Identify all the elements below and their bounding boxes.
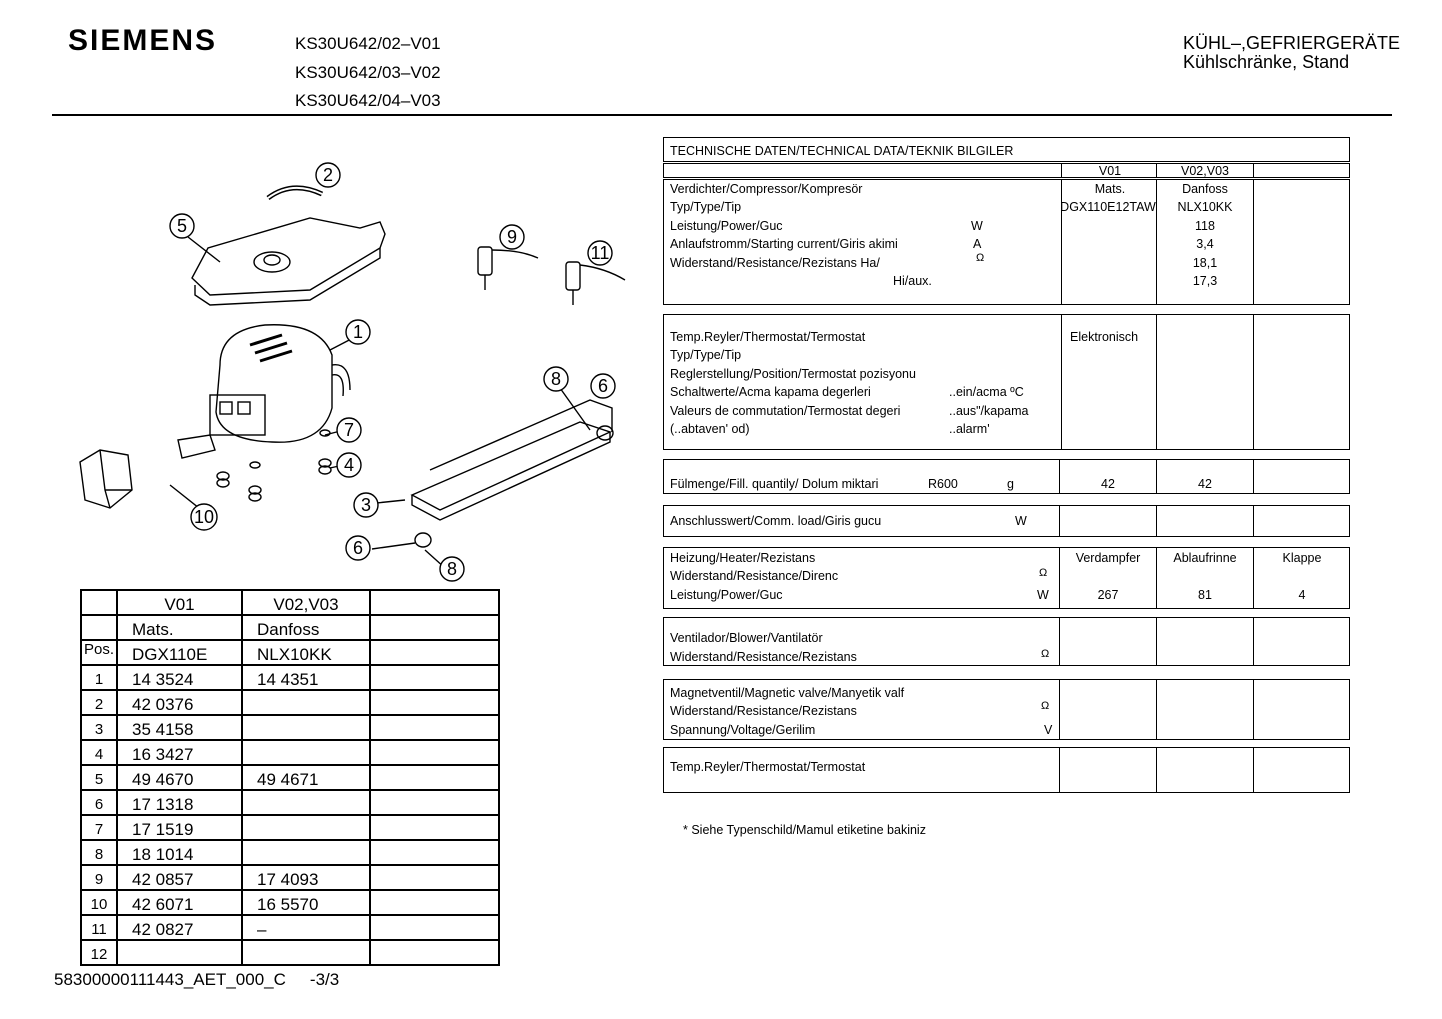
v01-part-cell: 35 4158 bbox=[117, 715, 242, 740]
starter-drawing bbox=[178, 435, 215, 458]
v02-part-cell: 14 4351 bbox=[242, 665, 370, 690]
table-row bbox=[81, 665, 499, 690]
thermostat-section bbox=[663, 314, 1350, 450]
v02-part-cell bbox=[242, 715, 370, 740]
cover-drawing bbox=[80, 450, 132, 508]
empty-cell bbox=[370, 640, 499, 665]
thermostat-label: Temp.Reyler/Thermostat/Termostat bbox=[670, 330, 866, 344]
valve-voltage-label: Spannung/Voltage/Gerilim bbox=[670, 723, 816, 737]
v01-part-cell: 17 1318 bbox=[117, 790, 242, 815]
table-row bbox=[81, 890, 499, 915]
starting-current-label: Anlaufstromm/Starting current/Giris akimi bbox=[670, 237, 898, 251]
fill-unit: g bbox=[1007, 477, 1014, 491]
thermostat-v01: Elektronisch bbox=[1070, 330, 1139, 344]
heater-power-v1: 267 bbox=[1097, 588, 1119, 602]
table-row bbox=[81, 915, 499, 940]
commutation-label: Valeurs de commutation/Termostat degeri bbox=[670, 404, 901, 418]
empty-cell bbox=[370, 890, 499, 915]
empty-cell bbox=[370, 690, 499, 715]
v01-part-cell: 14 3524 bbox=[117, 665, 242, 690]
model-list bbox=[295, 30, 441, 116]
resistance-label: Widerstand/Resistance/Rezistans Ha/ bbox=[670, 256, 880, 270]
fill-v02: 42 bbox=[1198, 477, 1212, 491]
refrigerant-gas: R600 bbox=[928, 477, 958, 491]
heater-power-v2: 81 bbox=[1198, 588, 1212, 602]
table-row bbox=[81, 715, 499, 740]
v01-part-cell: 42 0857 bbox=[117, 865, 242, 890]
compressor-v02-cell: NLX10KK bbox=[242, 640, 370, 665]
v02-part-cell bbox=[242, 840, 370, 865]
fill-v01: 42 bbox=[1101, 477, 1115, 491]
mats-cell: Mats. bbox=[117, 615, 242, 640]
pos-cell: 3 bbox=[81, 715, 117, 740]
v02-part-cell bbox=[242, 940, 370, 965]
compressor-v02: Danfoss bbox=[1182, 182, 1228, 196]
blower-section bbox=[663, 617, 1350, 666]
v02-part-cell: – bbox=[242, 915, 370, 940]
model-line: KS30U642/02–V01 bbox=[295, 34, 441, 53]
svg-text:8: 8 bbox=[446, 559, 458, 579]
capacitor-drawing bbox=[478, 247, 492, 275]
magnetic-valve-section bbox=[663, 679, 1350, 740]
table-row bbox=[81, 740, 499, 765]
type-v02: NLX10KK bbox=[1177, 200, 1233, 214]
model-line: KS30U642/03–V02 bbox=[295, 62, 441, 82]
tech-title-box bbox=[663, 137, 1350, 162]
blower-resistance-label: Widerstand/Resistance/Rezistans bbox=[670, 650, 857, 664]
switch-off-label: ..aus"/kapama bbox=[949, 404, 1029, 418]
svg-text:10: 10 bbox=[193, 507, 215, 527]
svg-text:5: 5 bbox=[176, 216, 188, 236]
resistance-aux-v02: 17,3 bbox=[1192, 274, 1218, 288]
tray-part-drawing bbox=[192, 218, 385, 295]
starting-current-v02: 3,4 bbox=[1196, 237, 1214, 251]
pos-header-cell bbox=[81, 590, 117, 615]
power-label: Leistung/Power/Guc bbox=[670, 219, 783, 233]
thermostat-type-label: Typ/Type/Tip bbox=[670, 348, 742, 362]
pos-cell: 12 bbox=[81, 940, 117, 965]
col-v01-header: V01 bbox=[117, 590, 242, 615]
footnote: * Siehe Typenschild/Mamul etiketine bakiniz bbox=[683, 823, 926, 837]
svg-text:1: 1 bbox=[352, 322, 364, 342]
callout-2 bbox=[316, 163, 340, 187]
resistance-unit: Ω bbox=[976, 252, 985, 264]
callout-11 bbox=[588, 241, 612, 265]
table-row bbox=[81, 865, 499, 890]
pos-cell: 9 bbox=[81, 865, 117, 890]
table-row bbox=[81, 815, 499, 840]
col-v02-label: V02,V03 bbox=[1181, 164, 1229, 178]
empty-cell bbox=[370, 840, 499, 865]
v01-part-cell bbox=[117, 940, 242, 965]
type-label: Typ/Type/Tip bbox=[670, 200, 742, 214]
document-footer bbox=[54, 970, 339, 990]
heater-power-label: Leistung/Power/Guc bbox=[670, 588, 783, 602]
thermostat-position-label: Reglerstellung/Position/Termostat pozisyonu bbox=[670, 367, 916, 381]
pos-cell: 8 bbox=[81, 840, 117, 865]
pos-cell: 5 bbox=[81, 765, 117, 790]
v01-part-cell: 42 0827 bbox=[117, 915, 242, 940]
blower-resistance-unit: Ω bbox=[1041, 648, 1050, 660]
switch-on-label: ..ein/acma ºC bbox=[949, 385, 1024, 399]
compressor-v01: Mats. bbox=[1094, 182, 1126, 196]
category-title: KÜHL–,GEFRIERGERÄTE bbox=[1183, 33, 1401, 53]
pos-label: Pos. bbox=[81, 640, 117, 665]
danfoss-cell: Danfoss bbox=[242, 615, 370, 640]
fill-quantity-section bbox=[663, 459, 1350, 494]
starting-current-unit: A bbox=[973, 237, 982, 251]
svg-text:6: 6 bbox=[597, 376, 609, 396]
table-row bbox=[81, 840, 499, 865]
resistance-v02: 18,1 bbox=[1192, 256, 1218, 270]
callout-3 bbox=[354, 493, 378, 517]
resistance-aux-label: Hi/aux. bbox=[893, 274, 932, 288]
svg-text:11: 11 bbox=[590, 243, 610, 263]
v02-part-cell bbox=[242, 740, 370, 765]
pos-header-cell bbox=[81, 615, 117, 640]
empty-cell bbox=[370, 765, 499, 790]
empty-cell bbox=[370, 790, 499, 815]
heater-section bbox=[663, 547, 1350, 609]
connected-load-unit: W bbox=[1015, 514, 1027, 528]
v01-part-cell: 16 3427 bbox=[117, 740, 242, 765]
fill-quantity-label: Fülmenge/Fill. quantily/ Dolum miktari bbox=[670, 477, 879, 491]
empty-cell bbox=[370, 815, 499, 840]
v01-part-cell: 49 4670 bbox=[117, 765, 242, 790]
type-v01: DGX110E12TAW bbox=[1060, 200, 1156, 214]
v02-part-cell: 49 4671 bbox=[242, 765, 370, 790]
heater-evaporator: Verdampfer bbox=[1075, 551, 1141, 565]
valve-resistance-label: Widerstand/Resistance/Rezistans bbox=[670, 704, 857, 718]
v02-part-cell: 16 5570 bbox=[242, 890, 370, 915]
power-unit: W bbox=[971, 219, 983, 233]
pos-cell: 4 bbox=[81, 740, 117, 765]
valve-voltage-unit: V bbox=[1044, 723, 1053, 737]
compressor-drawing bbox=[216, 325, 332, 442]
svg-text:4: 4 bbox=[343, 455, 355, 475]
valve-resistance-unit: Ω bbox=[1041, 700, 1050, 712]
svg-text:9: 9 bbox=[506, 227, 518, 247]
callout-4 bbox=[337, 453, 361, 477]
tech-column-header bbox=[663, 163, 1350, 178]
v02-part-cell bbox=[242, 815, 370, 840]
compressor-label: Verdichter/Compressor/Kompresör bbox=[670, 182, 863, 196]
empty-cell bbox=[370, 740, 499, 765]
document-number: 58300000111443_AET_000_C bbox=[54, 970, 286, 989]
rubber-feet-drawing bbox=[217, 430, 331, 501]
svg-text:8: 8 bbox=[550, 369, 562, 389]
page-number: -3/3 bbox=[309, 970, 340, 989]
blower-label: Ventilador/Blower/Vantilatör bbox=[670, 631, 823, 645]
svg-text:7: 7 bbox=[343, 420, 355, 440]
empty-cell bbox=[370, 665, 499, 690]
heater-resistance-unit: Ω bbox=[1039, 567, 1048, 579]
pos-cell: 10 bbox=[81, 890, 117, 915]
compressor-v01-cell: DGX110E bbox=[117, 640, 242, 665]
svg-text:6: 6 bbox=[352, 538, 364, 558]
col-v01-label: V01 bbox=[1098, 164, 1122, 178]
callout-9 bbox=[500, 225, 524, 249]
alarm-label: ..alarm' bbox=[949, 422, 990, 436]
compressor-section bbox=[663, 179, 1350, 305]
v01-part-cell: 42 0376 bbox=[117, 690, 242, 715]
callout-6b bbox=[346, 536, 370, 560]
thermostat-2-section bbox=[663, 747, 1350, 793]
brand-logo: SIEMENS bbox=[68, 24, 218, 57]
pos-cell: 6 bbox=[81, 790, 117, 815]
thermostat-2-label: Temp.Reyler/Thermostat/Termostat bbox=[670, 760, 866, 774]
v02-part-cell: 17 4093 bbox=[242, 865, 370, 890]
callout-5 bbox=[170, 214, 194, 238]
valve-label: Magnetventil/Magnetic valve/Manyetik valf bbox=[670, 686, 905, 700]
heater-resistance-label: Widerstand/Resistance/Direnc bbox=[670, 569, 839, 583]
v02-part-cell bbox=[242, 790, 370, 815]
v01-part-cell: 18 1014 bbox=[117, 840, 242, 865]
callout-7 bbox=[337, 418, 361, 442]
tech-title: TECHNISCHE DATEN/TECHNICAL DATA/TEKNIK BILGILER bbox=[670, 144, 1014, 158]
empty-cell bbox=[370, 715, 499, 740]
empty-cell bbox=[370, 865, 499, 890]
pos-cell: 7 bbox=[81, 815, 117, 840]
table-row bbox=[81, 765, 499, 790]
v01-part-cell: 42 6071 bbox=[117, 890, 242, 915]
category-subtitle: Kühlschränke, Stand bbox=[1183, 52, 1350, 72]
callout-6 bbox=[591, 374, 615, 398]
connected-load-label: Anschlusswert/Comm. load/Giris gucu bbox=[670, 514, 882, 528]
v02-part-cell bbox=[242, 690, 370, 715]
heater-label: Heizung/Heater/Rezistans bbox=[670, 551, 816, 565]
svg-text:3: 3 bbox=[360, 495, 372, 515]
heater-power-v3: 4 bbox=[1298, 588, 1306, 602]
pos-cell: 11 bbox=[81, 915, 117, 940]
empty-header bbox=[370, 590, 499, 615]
callout-1 bbox=[346, 320, 370, 344]
power-v02: 118 bbox=[1195, 219, 1215, 233]
empty-cell bbox=[370, 615, 499, 640]
empty-cell bbox=[370, 915, 499, 940]
capacitor-drawing bbox=[566, 262, 580, 290]
category bbox=[1183, 34, 1400, 72]
model-line: KS30U642/04–V03 bbox=[295, 91, 441, 110]
header-divider bbox=[52, 114, 1392, 116]
pos-cell: 2 bbox=[81, 690, 117, 715]
heater-drain-channel: Ablaufrinne bbox=[1173, 551, 1237, 565]
table-row bbox=[81, 790, 499, 815]
pos-cell: 1 bbox=[81, 665, 117, 690]
heater-flap: Klappe bbox=[1282, 551, 1322, 565]
parts-table bbox=[80, 589, 500, 966]
defrost-label: (..abtaven' od) bbox=[670, 422, 750, 436]
parts-rows bbox=[81, 665, 499, 965]
switch-values-label: Schaltwerte/Acma kapama degerleri bbox=[670, 385, 871, 399]
table-row bbox=[81, 690, 499, 715]
table-row bbox=[81, 940, 499, 965]
v01-part-cell: 17 1519 bbox=[117, 815, 242, 840]
callout-8b bbox=[440, 557, 464, 581]
col-v02-header: V02,V03 bbox=[242, 590, 370, 615]
callout-10 bbox=[191, 504, 217, 530]
exploded-parts-diagram bbox=[60, 150, 650, 590]
svg-text:2: 2 bbox=[322, 165, 334, 185]
empty-cell bbox=[370, 940, 499, 965]
connected-load-section bbox=[663, 505, 1350, 537]
callout-8 bbox=[544, 367, 568, 391]
heater-power-unit: W bbox=[1037, 588, 1049, 602]
